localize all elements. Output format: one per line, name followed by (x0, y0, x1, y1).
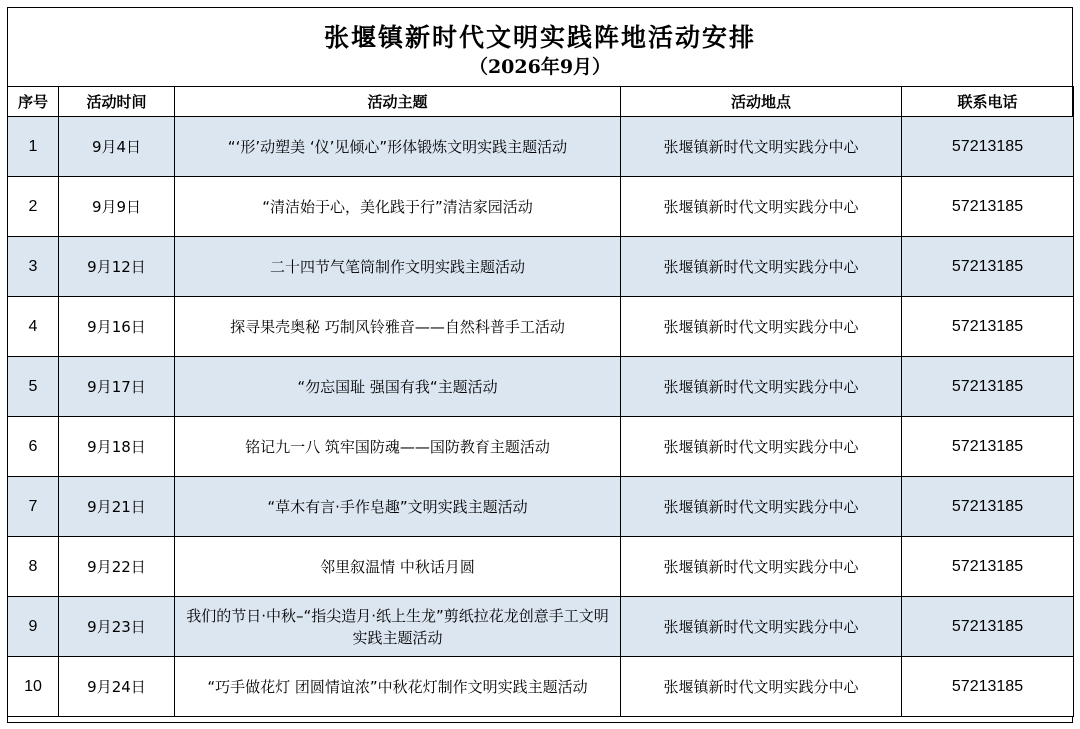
row-location: 张堰镇新时代文明实践分中心 (621, 177, 902, 237)
row-location: 张堰镇新时代文明实践分中心 (621, 477, 902, 537)
row-location: 张堰镇新时代文明实践分中心 (621, 357, 902, 417)
row-index: 8 (8, 537, 59, 597)
row-index: 4 (8, 297, 59, 357)
row-time: 9月22日 (59, 537, 175, 597)
row-phone: 57213185 (902, 657, 1074, 717)
table-row (8, 417, 1074, 477)
table-row (8, 237, 1074, 297)
table-row (8, 657, 1074, 717)
row-time: 9月4日 (59, 117, 175, 177)
row-location: 张堰镇新时代文明实践分中心 (621, 117, 902, 177)
activity-table (7, 86, 1074, 717)
row-theme: 我们的节日·中秋–“指尖造月·纸上生龙”剪纸拉花龙创意手工文明实践主题活动 (175, 597, 621, 657)
row-theme: 二十四节气笔筒制作文明实践主题活动 (175, 237, 621, 297)
page-subtitle: （2026年9月） (468, 56, 612, 78)
table-row (8, 597, 1074, 657)
row-theme: 探寻果壳奥秘 巧制风铃雅音——自然科普手工活动 (175, 297, 621, 357)
row-theme: “巧手做花灯 团圆情谊浓”中秋花灯制作文明实践主题活动 (175, 657, 621, 717)
table-header-row (8, 87, 1074, 117)
header-time: 活动时间 (59, 87, 175, 117)
row-time: 9月9日 (59, 177, 175, 237)
row-time: 9月23日 (59, 597, 175, 657)
row-theme: 邻里叙温情 中秋话月圆 (175, 537, 621, 597)
row-location: 张堰镇新时代文明实践分中心 (621, 657, 902, 717)
row-time: 9月18日 (59, 417, 175, 477)
row-time: 9月21日 (59, 477, 175, 537)
title-block (8, 8, 1072, 86)
row-index: 1 (8, 117, 59, 177)
row-index: 6 (8, 417, 59, 477)
row-index: 3 (8, 237, 59, 297)
page-title: 张堰镇新时代文明实践阵地活动安排 (323, 23, 756, 52)
row-theme: “勿忘国耻 强国有我“主题活动 (175, 357, 621, 417)
table-row (8, 537, 1074, 597)
table-row (8, 177, 1074, 237)
row-phone: 57213185 (902, 417, 1074, 477)
row-theme: “清洁始于心，美化践于行”清洁家园活动 (175, 177, 621, 237)
row-phone: 57213185 (902, 177, 1074, 237)
row-theme: “草木有言·手作皂趣”文明实践主题活动 (175, 477, 621, 537)
schedule-sheet (7, 7, 1073, 723)
row-location: 张堰镇新时代文明实践分中心 (621, 297, 902, 357)
row-location: 张堰镇新时代文明实践分中心 (621, 237, 902, 297)
table-row (8, 117, 1074, 177)
header-location: 活动地点 (621, 87, 902, 117)
header-phone: 联系电话 (902, 87, 1074, 117)
row-phone: 57213185 (902, 117, 1074, 177)
table-row (8, 477, 1074, 537)
row-theme: 铭记九一八 筑牢国防魂——国防教育主题活动 (175, 417, 621, 477)
header-theme: 活动主题 (175, 87, 621, 117)
row-index: 5 (8, 357, 59, 417)
table-row (8, 297, 1074, 357)
header-index: 序号 (8, 87, 59, 117)
row-phone: 57213185 (902, 597, 1074, 657)
row-phone: 57213185 (902, 537, 1074, 597)
row-index: 9 (8, 597, 59, 657)
row-phone: 57213185 (902, 297, 1074, 357)
row-index: 7 (8, 477, 59, 537)
row-theme: “‘形’动塑美 ‘仪’见倾心”形体锻炼文明实践主题活动 (175, 117, 621, 177)
row-phone: 57213185 (902, 237, 1074, 297)
row-location: 张堰镇新时代文明实践分中心 (621, 417, 902, 477)
row-index: 2 (8, 177, 59, 237)
table-row (8, 357, 1074, 417)
row-time: 9月12日 (59, 237, 175, 297)
row-time: 9月24日 (59, 657, 175, 717)
row-time: 9月17日 (59, 357, 175, 417)
row-time: 9月16日 (59, 297, 175, 357)
row-location: 张堰镇新时代文明实践分中心 (621, 537, 902, 597)
row-phone: 57213185 (902, 357, 1074, 417)
row-phone: 57213185 (902, 477, 1074, 537)
row-index: 10 (8, 657, 59, 717)
row-location: 张堰镇新时代文明实践分中心 (621, 597, 902, 657)
